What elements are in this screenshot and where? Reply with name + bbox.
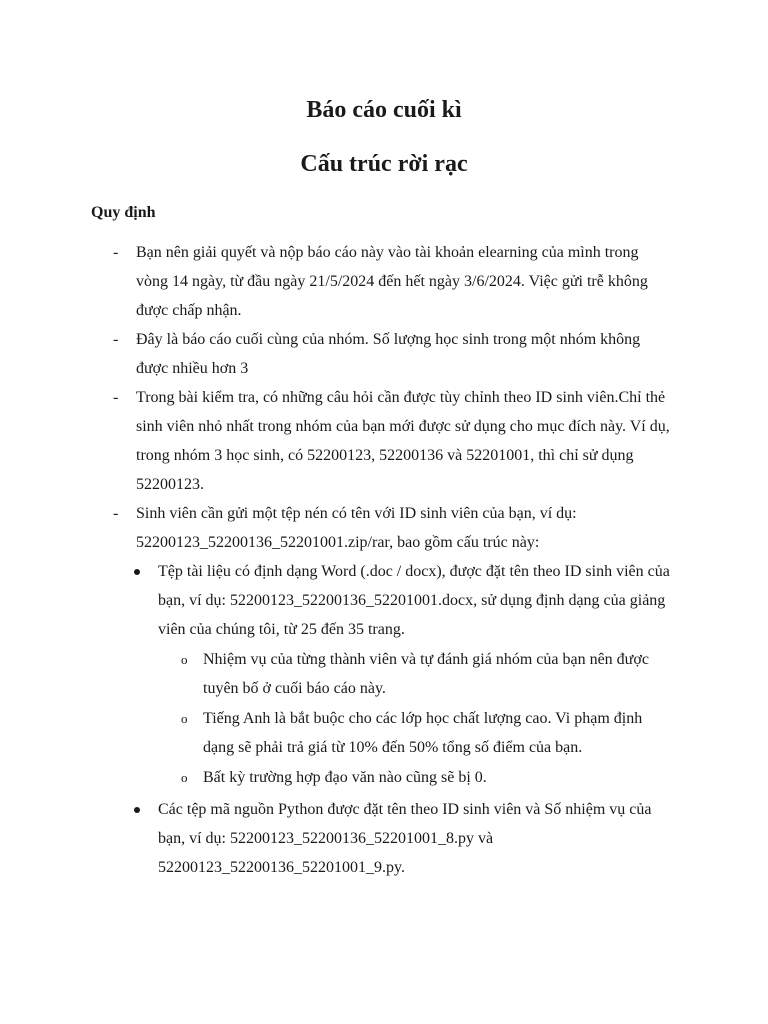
dash-marker: -	[113, 389, 119, 406]
sub-item-1: Nhiệm vụ của từng thành viên và tự đánh giá nhóm của bạn nên được tuyên bố ở cuối báo cáo này.	[203, 651, 649, 697]
sub-item-3: Bất kỳ trường hợp đạo văn nào cũng sẽ bị 0.	[203, 769, 487, 786]
circle-marker: o	[181, 770, 188, 785]
circle-marker: o	[181, 711, 188, 726]
dash-marker: -	[113, 331, 119, 348]
bullet-item-1: Tệp tài liệu có định dạng Word (.doc / docx), được đặt tên theo ID sinh viên của bạn, ví dụ: 52200123_52200136_52201001.docx, sử dụng định dạng của giảng viên của chúng tôi, từ 25 đến 35 trang.	[158, 563, 670, 638]
list-item-1: Bạn nên giải quyết và nộp báo cáo này vào tài khoản elearning của mình trong vòng 14 ngày, từ đầu ngày 21/5/2024 đến hết ngày 3/6/2024. Việc gửi trễ không được chấp nhận.	[136, 244, 648, 319]
circle-marker: o	[181, 652, 188, 667]
document-title: Báo cáo cuối kì	[306, 97, 462, 123]
dash-marker: -	[113, 244, 119, 261]
bullet-item-2: Các tệp mã nguồn Python được đặt tên theo ID sinh viên và Số nhiệm vụ của bạn, ví dụ: 52200123_52200136_52201001_8.py và 52200123_52200136_52201001_9.py.	[158, 801, 652, 876]
section-heading: Quy định	[91, 204, 156, 221]
bullet-dot	[134, 807, 140, 813]
list-item-3: Trong bài kiểm tra, có những câu hỏi cần được tùy chỉnh theo ID sinh viên.Chỉ thẻ sinh viên nhỏ nhất trong nhóm của bạn mới được sử dụng cho mục đích này. Ví dụ, trong nhóm 3 học sinh, có 52200123, 52200136 và 52201001, thì chỉ sử dụng 52200123.	[136, 389, 670, 493]
document-subtitle: Cấu trúc rời rạc	[300, 151, 468, 177]
sub-item-2: Tiếng Anh là bắt buộc cho các lớp học chất lượng cao. Vi phạm định dạng sẽ phải trả giá từ 10% đến 50% tổng số điểm của bạn.	[203, 710, 643, 756]
bullet-dot	[134, 569, 140, 575]
list-item-2: Đây là báo cáo cuối cùng của nhóm. Số lượng học sinh trong một nhóm không được nhiều hơn 3	[136, 331, 641, 377]
dash-marker: -	[113, 505, 119, 522]
list-item-4: Sinh viên cần gửi một tệp nén có tên với ID sinh viên của bạn, ví dụ: 52200123_52200136_52201001.zip/rar, bao gồm cấu trúc này:	[136, 505, 577, 551]
